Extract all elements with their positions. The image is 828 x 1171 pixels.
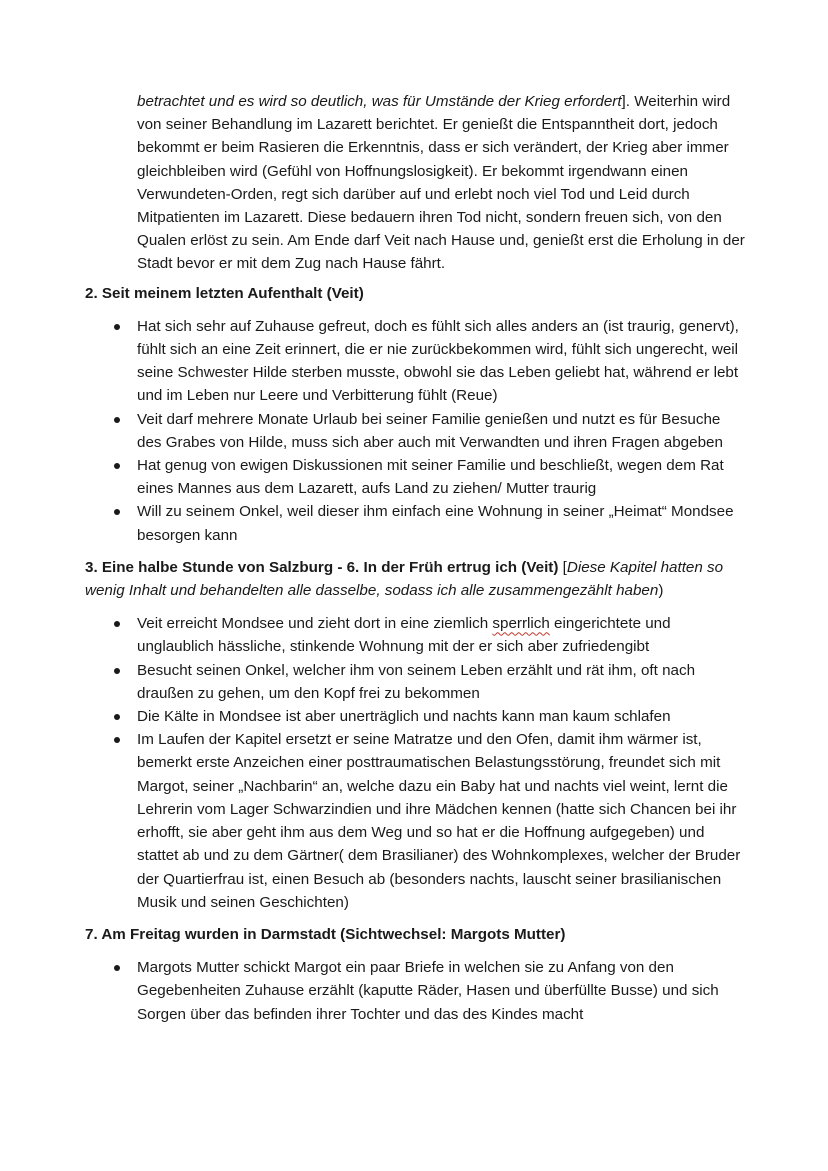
list-item: Veit darf mehrere Monate Urlaub bei seiner Familie genießen und nutzt es für Besuche des Grabes von Hilde, muss sich aber auch mit Verwandten und ihren Fragen abgeben (137, 408, 745, 454)
list-item: Im Laufen der Kapitel ersetzt er seine Matratze und den Ofen, damit ihm wärmer ist, bemerkt erste Anzeichen einer posttraumatischen Belastungsstörung, freundet sich mit Margot, seiner „Nachbarin“ an, welche dazu ein Baby hat und nachts viel weint, lernt die Lehrerin vom Lager Schwarzindien und ihre Mädchen kennen (hatte sich Chancen bei ihr erhofft, sie aber geht ihm aus dem Weg und so hat er die Hoffnung aufgegeben) und stattet ab und zu dem Gärtner( dem Brasilianer) des Wohnkomplexes, welcher der Bruder der Quartierfrau ist, einen Besuch ab (besonders nachts, lauscht seiner brasilianischen Musik und seinen Geschichten) (137, 728, 745, 914)
list-item: Hat sich sehr auf Zuhause gefreut, doch es fühlt sich alles anders an (ist traurig, genervt), fühlt sich an eine Zeit erinnert, die er nie zurückbekommen wird, fühlt sich ungerecht, weil seine Schwester Hilde sterben musste, obwohl sie das Leben geliebt hat, während er lebt und im Leben nur Leere und Verbitterung fühlt (Reue) (137, 315, 745, 408)
section-heading-2: 2. Seit meinem letzten Aufenthalt (Veit) (85, 284, 364, 302)
bullet-list-section-3 (85, 612, 745, 914)
list-item: Die Kälte in Mondsee ist aber unerträglich und nachts kann man kaum schlafen (137, 705, 745, 728)
author-note: [Diese Kapitel hatten so wenig Inhalt und behandelten alle dasselbe, sodass ich alle zusammengezählt haben) (85, 558, 724, 600)
bullet-icon (114, 417, 120, 423)
section-heading-3: 3. Eine halbe Stunde von Salzburg - 6. In der Früh ertrug ich (Veit) [Diese Kapitel hatten so wenig Inhalt und behandelten alle dasselbe, sodass ich alle zusammengezählt haben) (85, 558, 724, 600)
list-item: Margots Mutter schickt Margot ein paar Briefe in welchen sie zu Anfang von den Gegebenheiten Zuhause erzählt (kaputte Räder, Hasen und überfüllte Busse) und sich Sorgen über das befinden ihrer Tochter und das des Kindes macht (137, 956, 745, 1026)
list-item: Hat genug von ewigen Diskussionen mit seiner Familie und beschließt, wegen dem Rat eines Mannes aus dem Lazarett, aufs Land zu ziehen/ Mutter traurig (137, 454, 745, 500)
bullet-icon (114, 324, 120, 330)
spellcheck-word: sperrlich (492, 615, 550, 633)
chapter-summary-paragraph (137, 90, 745, 276)
list-item: Veit erreicht Mondsee und zieht dort in eine ziemlich sperrlich eingerichtete und unglaublich hässliche, stinkende Wohnung mit der er sich aber zufriedengibt (137, 612, 745, 658)
bullet-list-section-7 (85, 956, 745, 1026)
list-item: Will zu seinem Onkel, weil dieser ihm einfach eine Wohnung in seiner „Heimat“ Mondsee besorgen kann (137, 500, 745, 546)
paragraph-text: ]. Weiterhin wird von seiner Behandlung im Lazarett berichtet. Er genießt die Entspanntheit dort, jedoch bekommt er beim Rasieren die Erkenntnis, dass er sich verändert, der Krieg aber immer gleichbleiben wird (Gefühl von Hoffnungslosigkeit). Er bekommt irgendwann einen Verwundeten-Orden, regt sich darüber auf und erlebt noch viel Tod und Leid durch Mitpatienten im Lazarett. Diese bedauern ihren Tod nicht, sondern freuen sich, von den Qualen erlöst zu sein. Am Ende darf Veit nach Hause und, genießt erst die Erholung in der Stadt bevor er mit dem Zug nach Hause fährt. (137, 93, 745, 273)
bullet-icon (114, 965, 120, 971)
section-heading-7: 7. Am Freitag wurden in Darmstadt (Sichtwechsel: Margots Mutter) (85, 925, 566, 943)
italic-quote: betrachtet und es wird so deutlich, was für Umstände der Krieg erfordert (137, 93, 622, 110)
bullet-icon (114, 714, 120, 720)
list-item: Besucht seinen Onkel, welcher ihm von seinem Leben erzählt und rät ihm, oft nach draußen zu gehen, um den Kopf frei zu bekommen (137, 659, 745, 705)
bullet-icon (114, 737, 120, 743)
bullet-list-section-2 (85, 315, 745, 547)
bullet-icon (114, 509, 120, 515)
bullet-icon (114, 463, 120, 469)
bullet-icon (114, 621, 120, 627)
bullet-icon (114, 668, 120, 674)
document-page (85, 90, 745, 1026)
